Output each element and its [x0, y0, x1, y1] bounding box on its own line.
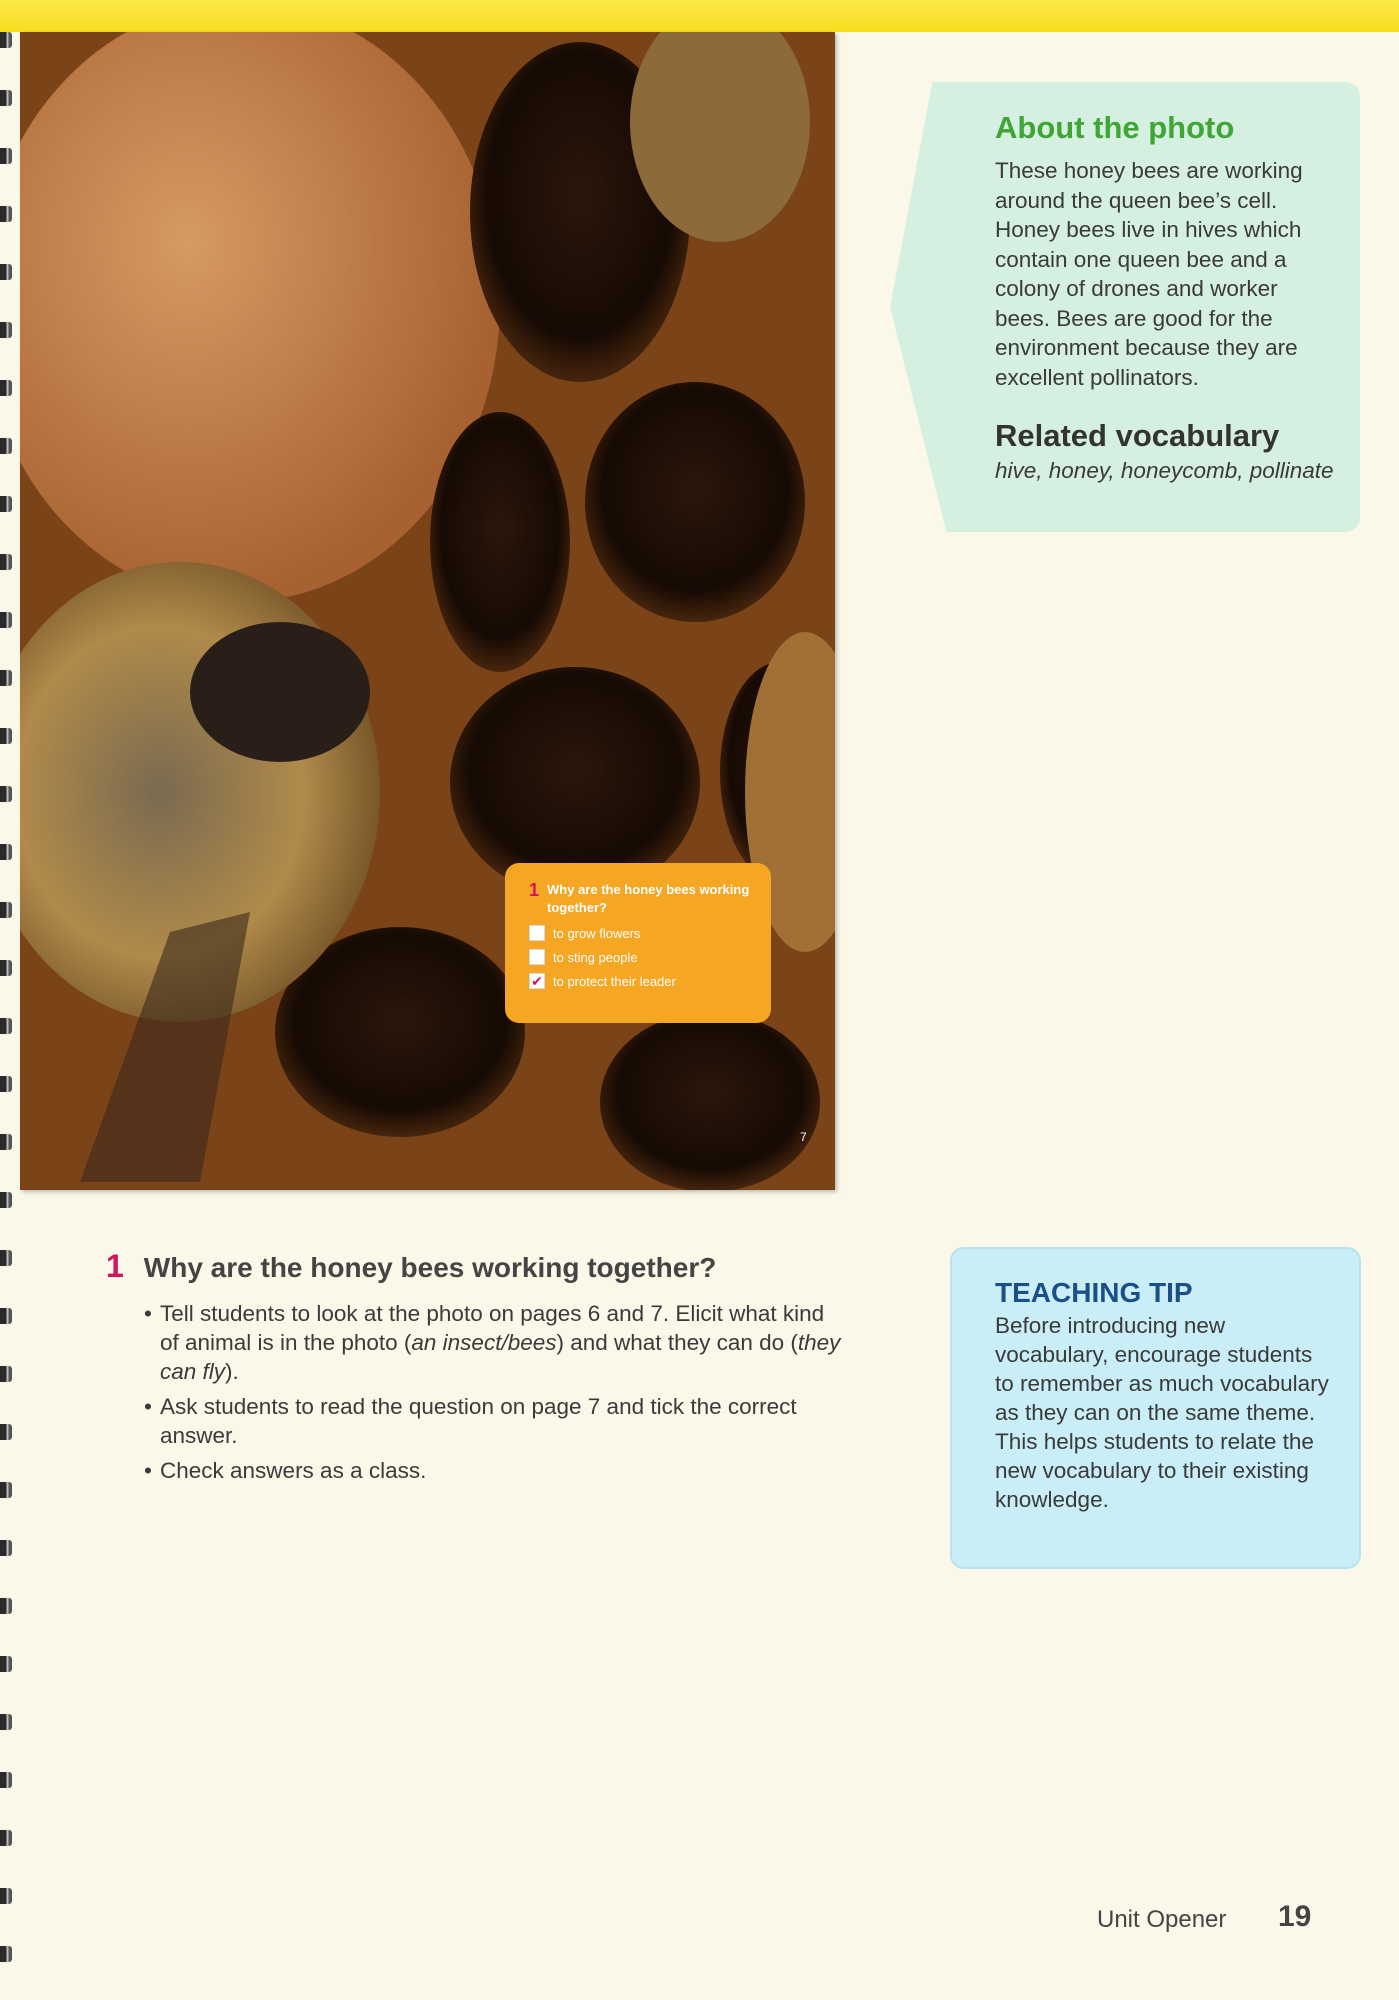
spiral-ring [0, 786, 12, 802]
quiz-option[interactable] [529, 973, 751, 989]
checkbox-checked[interactable] [529, 973, 545, 989]
spiral-ring [0, 1076, 12, 1092]
quiz-option[interactable] [529, 949, 751, 965]
spiral-ring [0, 670, 12, 686]
spiral-ring [0, 32, 12, 48]
quiz-option-label: to sting people [553, 949, 638, 965]
spiral-binding [0, 32, 14, 2000]
instruction-list [144, 1299, 846, 1485]
spiral-ring [0, 1598, 12, 1614]
spiral-ring [0, 1656, 12, 1672]
instruction-item: • Check answers as a class. [144, 1456, 846, 1485]
spiral-ring [0, 322, 12, 338]
spiral-ring [0, 1366, 12, 1382]
spiral-ring [0, 438, 12, 454]
spiral-ring [0, 206, 12, 222]
about-photo-content [995, 110, 1335, 485]
honeycomb-cell [600, 1012, 820, 1190]
checkbox[interactable] [529, 925, 545, 941]
spiral-ring [0, 1946, 12, 1962]
spiral-ring [0, 1888, 12, 1904]
honeycomb-cell [430, 412, 570, 672]
checkbox[interactable] [529, 949, 545, 965]
bee-head [190, 622, 370, 762]
photo-page-number: 7 [800, 1130, 807, 1144]
question-number: 1 [106, 1248, 124, 1284]
related-vocabulary-title: Related vocabulary [995, 418, 1280, 453]
instruction-item: • Ask students to read the question on page 7 and tick the correct answer. [144, 1392, 846, 1450]
spiral-ring [0, 1540, 12, 1556]
spiral-ring [0, 380, 12, 396]
spiral-ring [0, 1424, 12, 1440]
spiral-ring [0, 1830, 12, 1846]
photo-quiz-box [505, 863, 771, 1023]
about-photo-body: These honey bees are working around the queen bee’s cell. Honey bees live in hives which contain one queen bee and a colony of drones and worker bees. Bees are good for the environment because they are excellent pollinators. [995, 158, 1303, 390]
spiral-ring [0, 728, 12, 744]
spiral-ring [0, 1482, 12, 1498]
spiral-ring [0, 264, 12, 280]
spiral-ring [0, 496, 12, 512]
quiz-number: 1 [529, 880, 540, 900]
spiral-ring [0, 612, 12, 628]
spiral-ring [0, 1018, 12, 1034]
question-section [106, 1248, 846, 1491]
spiral-ring [0, 960, 12, 976]
spiral-ring [0, 1772, 12, 1788]
quiz-option-label: to protect their leader [553, 973, 676, 989]
spiral-ring [0, 554, 12, 570]
honeycomb-cell [585, 382, 805, 622]
quiz-option[interactable] [529, 925, 751, 941]
page-number: 19 [1278, 1900, 1312, 1933]
quiz-option-label: to grow flowers [553, 925, 641, 941]
spiral-ring [0, 1192, 12, 1208]
spiral-ring [0, 902, 12, 918]
spiral-ring [0, 1714, 12, 1730]
check-mark-icon: ✔ [531, 973, 543, 989]
quiz-question: Why are the honey bees working together? [547, 882, 750, 915]
teaching-tip-body: Before introducing new vocabulary, encourage students to remember as much vocabulary as they can on the same theme. This helps students to relate the new vocabulary to their existing knowledge. [995, 1313, 1329, 1512]
related-vocabulary-words: hive, honey, honeycomb, pollinate [995, 458, 1334, 483]
question-heading: Why are the honey bees working together? [143, 1252, 717, 1283]
teaching-tip-title: TEACHING TIP [995, 1277, 1193, 1308]
footer-section-label: Unit Opener [1097, 1906, 1227, 1933]
top-color-bar [0, 0, 1399, 32]
spiral-ring [0, 1134, 12, 1150]
spiral-ring [0, 844, 12, 860]
teaching-tip-box [950, 1247, 1361, 1569]
instruction-item: • Tell students to look at the photo on pages 6 and 7. Elicit what kind of animal is in the photo (an insect/bees) and what they can do (they can fly). [144, 1299, 846, 1386]
spiral-ring [0, 90, 12, 106]
about-photo-title: About the photo [995, 110, 1235, 145]
spiral-ring [0, 148, 12, 164]
spiral-ring [0, 1250, 12, 1266]
spiral-ring [0, 1308, 12, 1324]
